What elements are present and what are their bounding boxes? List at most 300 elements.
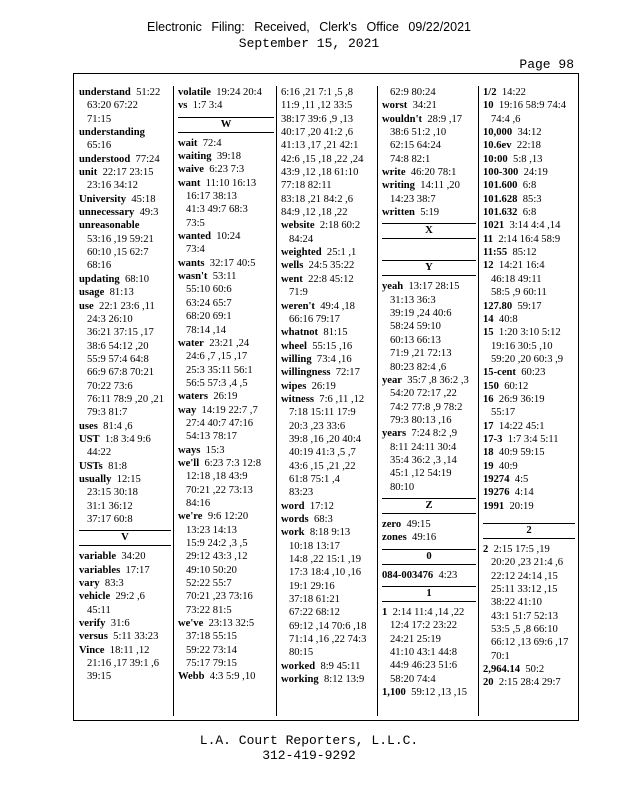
page-line-refs: 31:1 36:12 <box>87 500 133 512</box>
page-line-refs: 76:11 78:9 ,20 ,21 <box>87 393 165 405</box>
page-line-refs: 71:15 <box>87 113 112 125</box>
index-entry <box>281 353 377 366</box>
index-entry <box>382 99 478 112</box>
page-line-refs: 14:21 16:4 <box>498 260 545 272</box>
index-term: wheel <box>281 340 307 352</box>
index-term: work <box>281 527 305 539</box>
index-entry <box>79 433 173 446</box>
page-line-refs: 74:8 82:1 <box>390 153 431 165</box>
page-line-refs: 65:16 <box>87 140 112 152</box>
page-line-refs: 79:3 80:13 ,16 <box>390 414 452 426</box>
index-term: words <box>281 514 309 525</box>
page-line-refs: 39:15 <box>87 671 112 683</box>
index-entry <box>382 686 478 699</box>
index-term: volatile <box>178 87 211 98</box>
page-line-refs: 59:17 <box>517 300 542 312</box>
page-line-refs: 50:2 <box>525 664 545 676</box>
page-line-refs: 85:3 <box>522 193 542 205</box>
page-line-refs: 26:19 <box>311 380 336 392</box>
page-line-refs: 53:16 ,19 59:21 <box>87 233 154 245</box>
index-term: 19 <box>483 460 494 472</box>
index-entry <box>382 531 478 544</box>
index-term: 20 <box>483 677 494 689</box>
index-term: uses <box>79 420 98 432</box>
index-entry <box>178 150 276 163</box>
index-entry <box>483 380 577 393</box>
index-term: 10,000 <box>483 127 513 139</box>
page-line-refs: 36:21 37:15 ,17 <box>87 327 154 339</box>
page-line-refs: 14:19 22:7 ,7 <box>201 404 258 416</box>
page-line-refs: 31:6 <box>110 618 130 630</box>
index-entry <box>483 300 577 313</box>
index-term: 11 <box>483 233 494 245</box>
page-line-refs: 44:9 46:23 51:6 <box>390 660 458 672</box>
index-entry <box>178 137 276 150</box>
page-line-refs: 4:3 5:9 ,10 <box>209 671 256 683</box>
page-line-refs: 19:1 29:16 <box>289 580 335 592</box>
page-line-refs: 12:18 ,18 43:9 <box>186 471 248 483</box>
index-term: wells <box>281 260 304 272</box>
index-entry <box>382 280 478 293</box>
page-line-refs: 80:23 82:4 ,6 <box>390 361 447 373</box>
page-line-refs: 38:22 41:10 <box>491 597 542 609</box>
page-line-refs: 13:23 14:13 <box>186 524 237 536</box>
page-line-refs: 40:9 <box>498 460 518 472</box>
page-line-refs: 31:13 36:3 <box>390 294 436 306</box>
index-entry <box>483 153 577 166</box>
page-line-refs: 43:1 51:7 52:13 <box>491 610 559 622</box>
page-line-refs: 29:12 43:3 ,12 <box>186 551 248 563</box>
page-line-refs: 55:17 <box>491 407 516 419</box>
hearing-date: September 15, 2021 <box>238 36 380 51</box>
page-line-refs: 25:1 ,1 <box>326 247 357 259</box>
index-term: 12 <box>483 260 494 272</box>
index-entry <box>483 259 577 272</box>
index-entry <box>79 86 173 99</box>
index-term: years <box>382 428 407 440</box>
index-entry <box>281 380 377 393</box>
index-term: wants <box>178 257 205 269</box>
index-term: understood <box>79 153 131 165</box>
letter-section-header: V <box>79 530 171 546</box>
index-entry <box>483 420 577 433</box>
page-line-refs: 83:3 <box>104 578 124 590</box>
index-term: unnecessary <box>79 207 135 219</box>
page-line-refs: 39:8 ,16 ,20 40:4 <box>289 433 362 445</box>
index-entry <box>382 427 478 440</box>
page-line-refs: 8:11 24:11 30:4 <box>390 441 457 453</box>
page-line-refs: 34:20 <box>121 551 146 563</box>
page-line-refs: 68:20 69:1 <box>186 311 232 323</box>
index-entry <box>79 590 173 603</box>
page-line-refs: 21:16 ,17 39:1 ,6 <box>87 658 160 670</box>
page-line-refs: 23:15 30:18 <box>87 487 138 499</box>
index-entry <box>79 153 173 166</box>
index-entry <box>281 660 377 673</box>
page-line-refs: 67:22 68:12 <box>289 607 340 619</box>
index-term: versus <box>79 631 108 643</box>
page-line-refs: 55:10 60:6 <box>186 284 232 296</box>
page-line-refs: 24:5 35:22 <box>308 260 355 272</box>
index-term: written <box>382 207 415 219</box>
index-entry <box>178 617 276 630</box>
index-entry <box>79 420 173 433</box>
index-term: updating <box>79 273 120 285</box>
page-line-refs: 74:4 ,6 <box>491 113 521 125</box>
page-line-refs: 66:16 79:17 <box>289 313 340 325</box>
page-line-refs: 6:23 7:3 12:8 <box>204 457 261 469</box>
page-line-refs: 38:6 51:2 ,10 <box>390 127 447 139</box>
page-line-refs: 52:22 55:7 <box>186 578 232 590</box>
index-entry <box>281 366 377 379</box>
page-line-refs: 71:9 <box>289 287 308 299</box>
index-entry <box>281 526 377 539</box>
page-line-refs: 60:12 <box>504 380 529 392</box>
page-line-refs: 14:22 <box>501 87 526 98</box>
index-entry <box>79 460 173 473</box>
index-term: write <box>382 167 406 179</box>
word-index <box>73 73 579 721</box>
index-entry <box>382 374 478 387</box>
page-line-refs: 6:8 <box>522 207 537 219</box>
index-term: 17-3 <box>483 433 503 445</box>
index-term: wipes <box>281 380 307 392</box>
index-column-4 <box>377 86 478 716</box>
index-term: 127.80 <box>483 300 513 312</box>
page-line-refs: 1:7 3:4 5:11 <box>507 433 559 445</box>
page-line-refs: 10:24 <box>216 231 241 243</box>
page-line-refs: 63:20 67:22 <box>87 100 138 112</box>
index-entry <box>483 486 577 499</box>
page-line-refs: 49:16 <box>412 532 437 544</box>
page-line-refs: 23:16 34:12 <box>87 180 138 192</box>
letter-section-header: Z <box>382 498 476 514</box>
index-term: 15 <box>483 327 494 339</box>
index-entry <box>483 313 577 326</box>
page-line-refs: 4:14 <box>514 487 534 499</box>
index-term: we're <box>178 511 203 523</box>
filing-stamp: Electronic Filing: Received, Clerk's Office 09/22/2021 <box>147 20 471 34</box>
index-term: 101.600 <box>483 180 518 192</box>
index-term: we've <box>178 618 204 630</box>
index-entry <box>79 206 173 219</box>
page-line-refs: 9:6 12:20 <box>207 511 249 523</box>
page-line-refs: 37:18 61:21 <box>289 594 340 606</box>
index-entry <box>79 193 173 206</box>
index-term: zero <box>382 518 402 530</box>
index-term: usage <box>79 287 105 299</box>
index-term: wanted <box>178 231 211 243</box>
index-term: wouldn't <box>382 113 423 125</box>
page-line-refs: 53:11 <box>212 271 237 283</box>
page-line-refs: 59:12 ,13 ,15 <box>411 687 468 699</box>
index-entry <box>483 233 577 246</box>
page-line-refs: 6:16 ,21 7:1 ,5 ,8 <box>281 87 354 98</box>
page-line-refs: 14:11 ,20 <box>420 180 460 192</box>
index-entry <box>79 644 173 657</box>
letter-section-header: 1 <box>382 586 476 602</box>
page-line-refs: 44:22 <box>87 447 112 459</box>
page-line-refs: 81:15 <box>323 327 348 339</box>
page-line-refs: 14:23 38:7 <box>390 193 436 205</box>
page-line-refs: 37:18 55:15 <box>186 631 237 643</box>
page-line-refs: 81:4 ,6 <box>103 420 133 432</box>
page-line-refs: 79:3 81:7 <box>87 407 128 419</box>
page-line-refs: 74:2 77:8 ,9 78:2 <box>390 401 463 413</box>
page-line-refs: 59:20 ,20 60:3 ,9 <box>491 353 564 365</box>
page-line-refs: 22:18 <box>516 140 541 152</box>
page-line-refs: 20:3 ,23 33:6 <box>289 420 346 432</box>
index-entry <box>483 246 577 259</box>
index-term: working <box>281 674 319 686</box>
page-line-refs: 70:21 ,22 73:13 <box>186 484 253 496</box>
page-line-refs: 8:12 13:9 <box>323 674 365 686</box>
page-line-refs: 58:5 ,9 60:11 <box>491 287 547 299</box>
page-line-refs: 25:3 35:11 56:1 <box>186 364 253 376</box>
index-term: 084-003476 <box>382 569 434 581</box>
page-line-refs: 41:3 49:7 68:3 <box>186 204 248 216</box>
page-line-refs: 84:24 <box>289 233 314 245</box>
index-term: year <box>382 374 402 386</box>
index-entry <box>382 606 478 619</box>
page-line-refs: 29:2 ,6 <box>115 591 145 603</box>
index-entry <box>483 193 577 206</box>
index-term: waiting <box>178 151 212 163</box>
page-line-refs: 4:5 <box>514 473 529 485</box>
index-term: 2,964.14 <box>483 664 521 676</box>
page-number: Page 98 <box>519 57 574 72</box>
index-entry <box>281 340 377 353</box>
index-term: understand <box>79 87 131 98</box>
page-line-refs: 22:12 24:14 ,15 <box>491 570 558 582</box>
page-line-refs: 15:3 <box>205 444 225 456</box>
index-entry <box>178 457 276 470</box>
index-term: use <box>79 300 94 312</box>
index-term: Webb <box>178 671 205 683</box>
index-term: writing <box>382 180 415 192</box>
index-entry <box>178 163 276 176</box>
page-line-refs: 70:1 <box>491 650 510 662</box>
index-entry <box>178 390 276 403</box>
index-term: weighted <box>281 247 322 259</box>
index-term: 1/2 <box>483 87 497 98</box>
page-line-refs: 8:9 45:11 <box>320 660 361 672</box>
page-line-refs: 72:17 <box>335 367 360 379</box>
page-line-refs: 84:9 ,12 ,18 ,22 <box>281 207 348 219</box>
page-line-refs: 26:9 36:19 <box>498 393 545 405</box>
page-line-refs: 17:17 <box>125 564 150 576</box>
page-line-refs: 81:13 <box>109 287 134 299</box>
page-line-refs: 46:18 49:11 <box>491 273 542 285</box>
index-term: willingness <box>281 367 331 379</box>
index-term: verify <box>79 618 106 630</box>
page-line-refs: 73:5 <box>186 217 205 229</box>
index-entry <box>483 166 577 179</box>
page-line-refs: 38:17 39:6 ,9 ,13 <box>281 113 354 125</box>
index-entry <box>178 337 276 350</box>
page-line-refs: 77:24 <box>135 153 160 165</box>
index-term: 17 <box>483 420 494 432</box>
page-line-refs: 41:13 ,17 ,21 42:1 <box>281 140 359 152</box>
index-term: weren't <box>281 300 315 312</box>
index-entry <box>483 446 577 459</box>
page-line-refs: 8:18 9:13 <box>309 527 351 539</box>
page-line-refs: 18:11 ,12 <box>109 644 150 656</box>
page-line-refs: 55:15 ,16 <box>312 340 353 352</box>
page-line-refs: 20:20 ,23 21:4 ,6 <box>491 557 564 569</box>
index-entry <box>79 550 173 563</box>
index-entry <box>178 404 276 417</box>
page-line-refs: 51:22 <box>136 87 161 98</box>
index-term: we'll <box>178 457 200 469</box>
index-term: ways <box>178 444 201 456</box>
reporter-phone: 312-419-9292 <box>262 748 356 763</box>
page-line-refs: 35:7 ,8 36:2 ,3 <box>407 374 469 386</box>
page-line-refs: 83:18 ,21 84:2 ,6 <box>281 193 354 205</box>
index-entry <box>281 259 377 272</box>
page-line-refs: 17:12 <box>309 500 334 512</box>
page-line-refs: 5:11 33:23 <box>113 631 159 643</box>
page-line-refs: 1:20 3:10 5:12 <box>498 327 561 339</box>
page-line-refs: 60:13 66:13 <box>390 334 441 346</box>
index-entry <box>382 206 478 219</box>
page-line-refs: 69:12 ,14 70:6 ,18 <box>289 620 367 632</box>
page-line-refs: 84:16 <box>186 497 211 509</box>
page-line-refs: 39:18 <box>216 151 241 163</box>
page-line-refs: 1:7 3:4 <box>192 100 223 112</box>
page-line-refs: 53:5 ,5 ,8 66:10 <box>491 624 558 636</box>
index-entry <box>79 630 173 643</box>
index-entry <box>483 99 577 112</box>
page-line-refs: 77:18 82:11 <box>281 180 332 192</box>
page-line-refs: 37:17 60:8 <box>87 514 133 525</box>
index-column-5 <box>478 86 577 716</box>
page-line-refs: 71:9 ,21 72:13 <box>390 348 452 360</box>
index-term: variable <box>79 551 117 563</box>
index-entry <box>281 273 377 286</box>
page-line-refs: 56:5 57:3 ,4 ,5 <box>186 377 248 389</box>
page-line-refs: 15:9 24:2 ,3 ,5 <box>186 538 248 549</box>
index-term: 1991 <box>483 500 505 512</box>
index-term: 18 <box>483 447 494 459</box>
index-term: website <box>281 220 315 232</box>
page-line-refs: 45:18 <box>131 193 156 205</box>
page-line-refs: 62:15 64:24 <box>390 140 441 152</box>
page-line-refs: 24:3 26:10 <box>87 313 133 325</box>
index-entry <box>382 113 478 126</box>
page-line-refs: 17:3 18:4 ,10 ,16 <box>289 567 362 579</box>
index-term: word <box>281 500 305 512</box>
page-line-refs: 11:9 ,11 ,12 33:5 <box>281 100 353 112</box>
index-entry <box>382 518 478 531</box>
index-term: variables <box>79 564 121 576</box>
page-line-refs: 26:19 <box>213 391 238 403</box>
index-entry <box>281 393 377 406</box>
page-line-refs: 59:22 73:14 <box>186 644 237 656</box>
page-line-refs: 62:9 80:24 <box>390 87 436 98</box>
index-term: USTs <box>79 460 103 472</box>
page-line-refs: 66:12 ,13 69:6 ,17 <box>491 637 569 649</box>
index-entry <box>483 460 577 473</box>
page-line-refs: 49:4 ,18 <box>320 300 355 312</box>
index-entry <box>281 513 377 526</box>
index-entry <box>281 219 377 232</box>
index-entry <box>281 326 377 339</box>
index-term: Vince <box>79 644 105 656</box>
page-line-refs: 46:20 78:1 <box>410 167 457 179</box>
index-term: went <box>281 273 303 285</box>
page-line-refs: 23:21 ,24 <box>209 337 250 349</box>
index-term: want <box>178 177 201 189</box>
index-term: unit <box>79 167 98 179</box>
page-line-refs: 5:8 ,13 <box>513 153 543 165</box>
page-line-refs: 80:15 <box>289 647 314 659</box>
index-entry <box>178 177 276 190</box>
index-term: waive <box>178 164 204 176</box>
page-line-refs: 81:8 <box>108 460 127 472</box>
index-term: UST <box>79 433 100 445</box>
page-line-refs: 2:15 17:5 ,19 <box>493 544 550 555</box>
page-line-refs: 58:20 74:4 <box>390 673 436 685</box>
index-term: 16 <box>483 393 494 405</box>
index-entry <box>483 206 577 219</box>
page-line-refs: 54:13 78:17 <box>186 431 237 443</box>
page-line-refs: 22:17 23:15 <box>102 167 154 179</box>
index-entry <box>79 219 173 232</box>
page-line-refs: 14:8 ,22 15:1 ,19 <box>289 554 362 566</box>
page-line-refs: 40:19 41:3 ,5 ,7 <box>289 447 356 459</box>
index-term: worked <box>281 660 316 672</box>
page-line-refs: 2:15 28:4 29:7 <box>498 677 561 689</box>
page-line-refs: 19:16 30:5 ,10 <box>491 340 553 352</box>
reporter-name: L.A. Court Reporters, L.L.C. <box>199 733 419 748</box>
index-entry <box>79 473 173 486</box>
index-term: zones <box>382 532 407 544</box>
index-entry <box>483 139 577 152</box>
page-line-refs: 83:23 <box>289 487 314 499</box>
index-term: worst <box>382 100 408 112</box>
index-entry <box>483 326 577 339</box>
index-entry <box>79 126 173 139</box>
page-line-refs: 40:8 <box>498 313 518 325</box>
page-line-refs: 6:23 7:3 <box>209 164 245 176</box>
index-entry <box>281 500 377 513</box>
page-line-refs: 19:16 58:9 74:4 <box>498 100 566 112</box>
page-line-refs: 24:6 ,7 ,15 ,17 <box>186 351 248 363</box>
page-line-refs: 68:16 <box>87 260 112 272</box>
page-line-refs: 1:8 3:4 9:6 <box>104 433 151 445</box>
index-term: wait <box>178 137 198 149</box>
page-line-refs: 34:12 <box>517 127 542 139</box>
index-column-1 <box>74 86 173 716</box>
spacer <box>382 243 478 256</box>
index-term: witness <box>281 393 314 405</box>
page-line-refs: 80:10 <box>390 481 415 493</box>
page-line-refs: 78:14 ,14 <box>186 324 227 336</box>
page-line-refs: 72:4 <box>202 137 222 149</box>
index-column-2 <box>173 86 276 716</box>
index-entry <box>178 230 276 243</box>
page-line-refs: 11:10 16:13 <box>205 177 257 189</box>
index-entry <box>483 366 577 379</box>
index-entry <box>79 286 173 299</box>
page-line-refs: 2:14 16:4 58:9 <box>498 233 561 245</box>
index-entry <box>281 246 377 259</box>
page-line-refs: 70:22 73:6 <box>87 380 133 392</box>
index-term: 1,100 <box>382 687 406 699</box>
page-line-refs: 35:4 36:2 ,3 ,14 <box>390 454 457 466</box>
index-term: understanding <box>79 127 145 139</box>
